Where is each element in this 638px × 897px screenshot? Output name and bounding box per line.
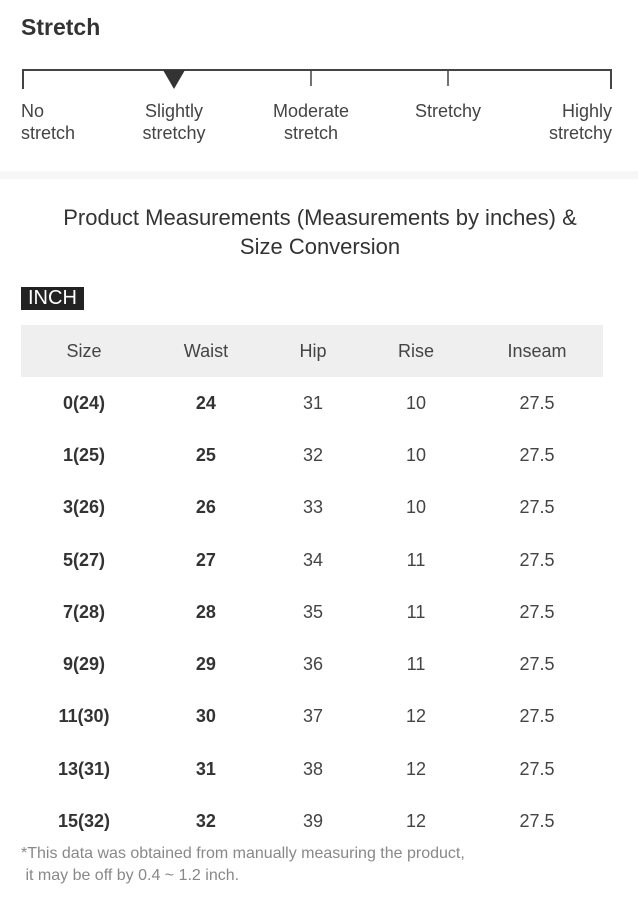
stretch-level: Stretchy [414, 101, 482, 121]
table-cell: 28 [195, 601, 216, 622]
table-cell: 7(28) [62, 601, 105, 622]
table-cell: 35 [302, 601, 323, 622]
column-header: Waist [147, 325, 265, 377]
table-cell: 27.5 [519, 392, 555, 413]
table-cell: 10 [405, 497, 426, 518]
table-row [21, 377, 603, 429]
table-cell: 13(31) [57, 758, 110, 779]
table-cell: 11 [406, 654, 426, 675]
measurement-note: *This data was obtained from manually measuring the product, it may be off by 0.4 ~ 1.2 inch. [21, 845, 465, 884]
table-cell: 31 [302, 392, 323, 413]
table-cell: 31 [195, 758, 216, 779]
table-cell: 1(25) [62, 444, 105, 465]
table-row [21, 534, 603, 586]
table-cell: 9(29) [62, 654, 105, 675]
table-cell: 36 [302, 654, 323, 675]
table-cell: 37 [302, 706, 323, 727]
table-cell: 12 [405, 811, 426, 832]
table-cell: 25 [195, 444, 216, 465]
table-row [21, 691, 603, 743]
table-cell: 10 [405, 444, 426, 465]
table-row [21, 586, 603, 638]
table-row [21, 743, 603, 795]
table-cell: 11 [406, 601, 426, 622]
table-cell: 27.5 [519, 549, 555, 570]
stretch-level: No stretch [21, 101, 76, 143]
table-cell: 12 [405, 758, 426, 779]
table-cell: 0(24) [62, 392, 105, 413]
column-header: Hip [265, 325, 361, 377]
table-cell: 5(27) [62, 549, 105, 570]
table-row [21, 795, 603, 847]
table-cell: 27.5 [519, 706, 555, 727]
table-header [21, 325, 603, 377]
table-cell: 3(26) [62, 497, 105, 518]
table-cell: 33 [302, 497, 323, 518]
table-cell: 27.5 [519, 654, 555, 675]
table-cell: 27.5 [519, 497, 555, 518]
table-cell: 27.5 [519, 758, 555, 779]
table-row [21, 429, 603, 481]
table-cell: 26 [195, 497, 216, 518]
section-divider [0, 171, 638, 179]
table-cell: 39 [302, 811, 323, 832]
table-cell: 27.5 [519, 811, 555, 832]
table-cell: 29 [195, 654, 216, 675]
table-cell: 11 [406, 549, 426, 570]
measurements-heading: Product Measurements (Measurements by inches) & Size Conversion [63, 205, 577, 259]
table-cell: 32 [302, 444, 323, 465]
table-cell: 30 [195, 706, 216, 727]
table-cell: 12 [405, 706, 426, 727]
table-row [21, 638, 603, 690]
stretch-title: Stretch [21, 14, 101, 40]
stretch-level: Moderate stretch [272, 101, 350, 143]
table-cell: 34 [302, 549, 323, 570]
column-header: Rise [361, 325, 471, 377]
table-cell: 11(30) [58, 706, 110, 727]
column-header: Size [21, 325, 147, 377]
table-cell: 32 [195, 811, 216, 832]
table-cell: 15(32) [57, 811, 110, 832]
unit-badge: INCH [21, 287, 84, 310]
stretch-indicator-icon [163, 70, 185, 89]
column-header: Inseam [471, 325, 603, 377]
table-cell: 10 [405, 392, 426, 413]
table-cell: 27 [195, 549, 216, 570]
stretch-level: Slightly stretchy [142, 101, 206, 143]
table-cell: 38 [302, 758, 323, 779]
table-row [21, 482, 603, 534]
table-cell: 27.5 [519, 444, 555, 465]
stretch-level: Highly stretchy [548, 101, 612, 143]
table-cell: 27.5 [519, 601, 555, 622]
table-cell: 24 [195, 392, 216, 413]
stretch-scale [22, 69, 612, 89]
size-table [21, 325, 603, 848]
